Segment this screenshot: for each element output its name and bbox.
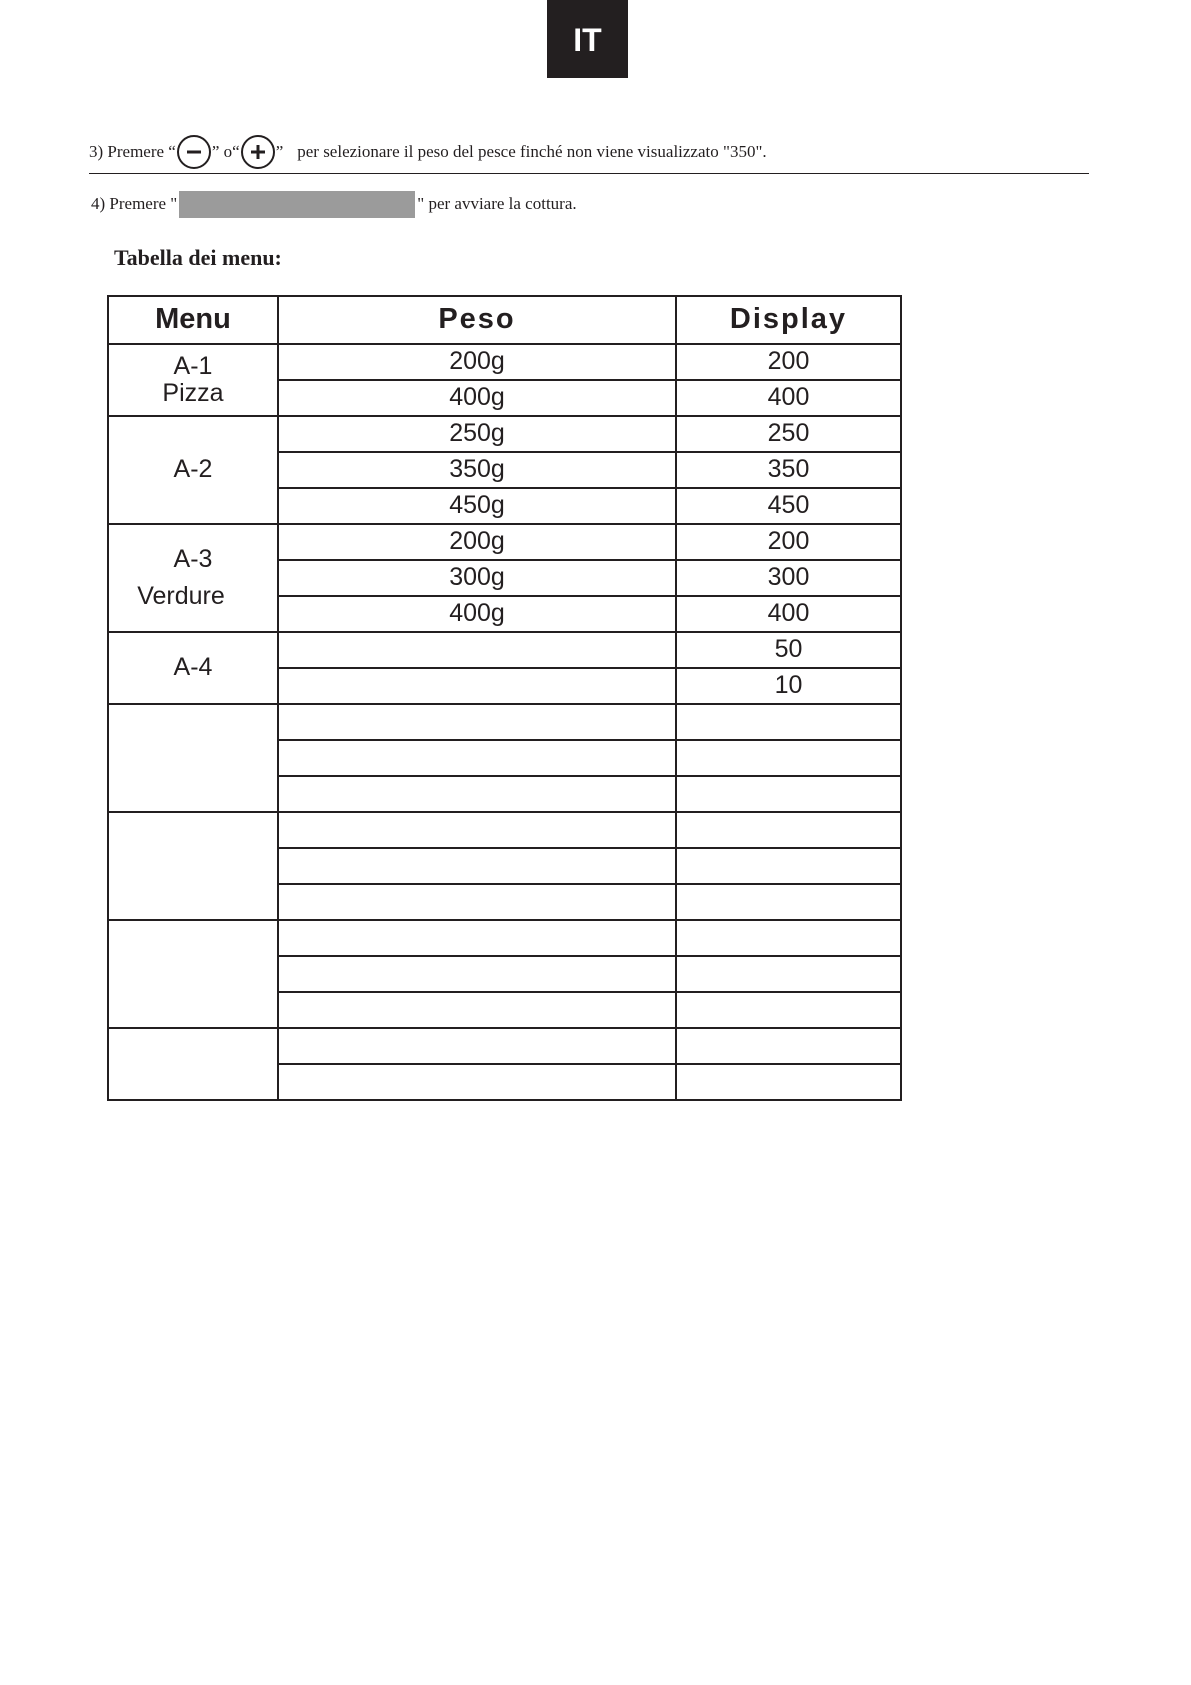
display-cell (676, 740, 901, 776)
menu-cell (108, 416, 278, 524)
minus-circle-icon (177, 135, 211, 169)
menu-cell (108, 524, 278, 632)
peso-cell (278, 1064, 676, 1100)
menu-cell (108, 632, 278, 704)
display-cell (676, 884, 901, 920)
display-cell: 350 (676, 452, 901, 488)
plus-circle-icon (241, 135, 275, 169)
header-display: Display (676, 296, 901, 344)
step-3-suffix: per selezionare il peso del pesce finché non viene visualizzato "350". (297, 142, 767, 161)
table-row (108, 1028, 901, 1064)
peso-cell: 400g (278, 380, 676, 416)
step-4-suffix: " per avviare la cottura. (417, 194, 577, 213)
display-cell: 400 (676, 596, 901, 632)
table-header-row (108, 296, 901, 344)
peso-cell: 300g (278, 560, 676, 596)
peso-cell (278, 884, 676, 920)
peso-cell (278, 632, 676, 668)
menu-label: A-2 (173, 455, 213, 484)
display-cell (676, 1064, 901, 1100)
peso-cell: 200g (278, 524, 676, 560)
language-tab: IT (547, 0, 628, 78)
redacted-button-label (179, 191, 415, 218)
display-cell: 300 (676, 560, 901, 596)
menu-cell (108, 344, 278, 416)
display-cell (676, 1028, 901, 1064)
peso-cell (278, 812, 676, 848)
step-4-instruction (91, 190, 577, 218)
peso-cell (278, 704, 676, 740)
table-row (108, 920, 901, 956)
peso-cell: 450g (278, 488, 676, 524)
table-title: Tabella dei menu: (114, 245, 282, 270)
display-cell: 10 (676, 668, 901, 704)
menu-label: A-3 (173, 544, 213, 573)
step-3-instruction (89, 132, 1089, 172)
display-cell (676, 920, 901, 956)
display-cell: 200 (676, 344, 901, 380)
menu-cell (108, 1028, 278, 1100)
menu-cell (108, 920, 278, 1028)
display-cell (676, 956, 901, 992)
menu-cell (108, 704, 278, 812)
menu-label: A-4 (173, 653, 213, 682)
display-cell: 200 (676, 524, 901, 560)
display-cell (676, 704, 901, 740)
peso-cell (278, 992, 676, 1028)
display-cell (676, 776, 901, 812)
peso-cell (278, 668, 676, 704)
table-row (108, 632, 901, 668)
display-cell: 400 (676, 380, 901, 416)
display-cell: 450 (676, 488, 901, 524)
step-3-prefix: 3) Premere “ (89, 142, 176, 161)
peso-cell: 200g (278, 344, 676, 380)
display-cell: 250 (676, 416, 901, 452)
header-menu: Menu (108, 296, 278, 344)
step-3-between: ” o“ (211, 142, 240, 161)
menu-cell (108, 812, 278, 920)
table-row (108, 524, 901, 560)
menu-label: Verdure (137, 582, 225, 610)
table-row (108, 704, 901, 740)
table-row (108, 344, 901, 380)
header-peso: Peso (278, 296, 676, 344)
peso-cell (278, 956, 676, 992)
display-cell (676, 848, 901, 884)
peso-cell (278, 920, 676, 956)
peso-cell: 350g (278, 452, 676, 488)
peso-cell (278, 1028, 676, 1064)
menu-label: Pizza (162, 379, 224, 407)
display-cell (676, 992, 901, 1028)
table-row (108, 812, 901, 848)
display-cell: 50 (676, 632, 901, 668)
peso-cell: 250g (278, 416, 676, 452)
table-row (108, 416, 901, 452)
peso-cell: 400g (278, 596, 676, 632)
peso-cell (278, 776, 676, 812)
divider-line (89, 173, 1089, 174)
peso-cell (278, 848, 676, 884)
peso-cell (278, 740, 676, 776)
menu-label: A-1 (173, 351, 213, 380)
step-4-prefix: 4) Premere " (91, 194, 178, 213)
menu-table (107, 295, 902, 1101)
display-cell (676, 812, 901, 848)
step-3-close-quote: ” (275, 142, 284, 161)
